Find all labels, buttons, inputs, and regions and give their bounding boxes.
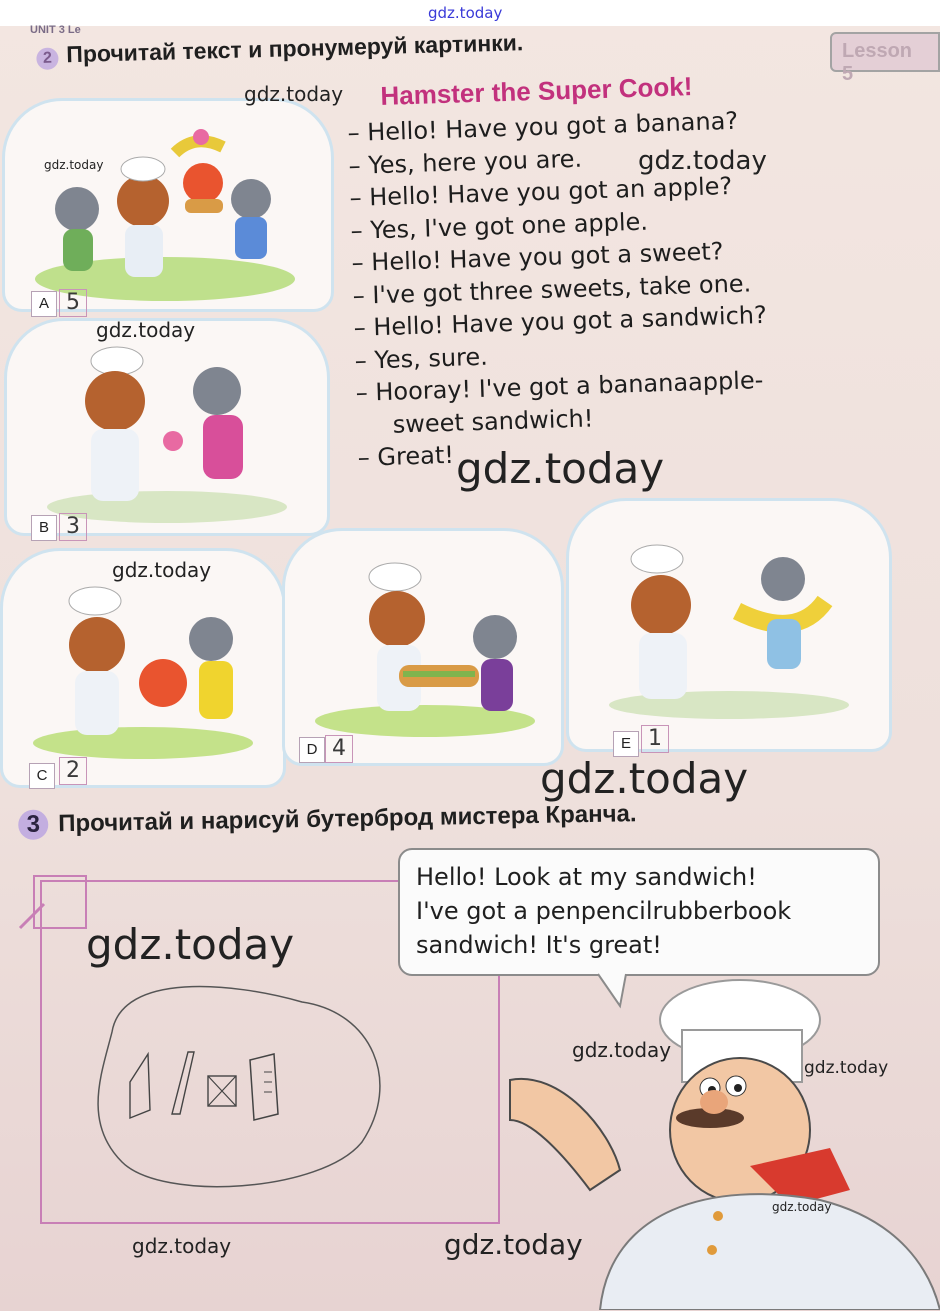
speech-line: I've got a penpencilrubberbook [416,897,792,925]
picture-card-d [282,528,564,766]
task3-number: 3 [18,809,49,840]
task3-heading [18,799,637,840]
story-line: – Great! [357,440,455,472]
watermark: gdz.today [804,1058,889,1078]
story-line: – Hooray! I've got a bananaapple- [355,366,764,407]
picture-e-answer: 1 [641,725,669,753]
watermark: gdz.today [244,82,344,106]
story-line: – Yes, sure. [354,342,489,375]
story-title: Hamster the Super Cook! [379,71,693,111]
picture-c-letter: C [29,763,55,789]
watermark: gdz.today [112,558,212,582]
speech-line: sandwich! It's great! [416,931,662,959]
picture-c-answer: 2 [59,757,87,785]
picture-c-illustration [3,551,283,785]
watermark: gdz.today [44,158,104,172]
story-line: – Hello! Have you got a sweet? [351,237,724,277]
picture-d-answer: 4 [325,735,353,763]
picture-e-letter: E [613,731,639,757]
watermark: gdz.today [638,146,767,176]
task2-instruction: Прочитай текст и пронумеруй картинки. [65,29,524,68]
picture-b-illustration [7,321,327,533]
lesson-tab: Lesson 5 [830,32,940,72]
story-line: – Yes, I've got one apple. [350,207,649,245]
story-line: – I've got three sweets, take one. [352,268,752,310]
top-strip [0,0,940,26]
picture-d-illustration [285,531,561,763]
picture-d-letter: D [299,737,325,763]
watermark: gdz.today [444,1228,583,1261]
watermark: gdz.today [132,1234,232,1258]
task3-instruction: Прочитай и нарисуй бутерброд мистера Кранча. [58,800,637,838]
watermark: gdz.today [86,920,295,969]
watermark: gdz.today [96,318,196,342]
story-line: – Yes, here you are. [348,144,583,180]
picture-a-answer: 5 [59,289,87,317]
picture-card-c [0,548,286,788]
picture-card-b [4,318,330,539]
picture-card-a [2,98,334,315]
task2-heading [36,29,524,70]
speech-bubble [398,848,880,976]
picture-a-letter: A [31,291,57,317]
picture-a-illustration [5,101,331,309]
watermark: gdz.today [540,754,749,803]
watermark: gdz.today [572,1038,672,1062]
site-watermark: gdz.today [428,4,503,22]
story-line: – Hello! Have you got an apple? [349,171,733,212]
pencil-icon [14,870,94,934]
picture-e-illustration [569,501,889,749]
watermark: gdz.today [772,1200,832,1214]
story-line: – Hello! Have you got a banana? [347,106,739,147]
picture-b-letter: B [31,515,57,541]
watermark: gdz.today [456,444,665,493]
unit-label: UNIT 3 Le [30,24,81,36]
speech-line: Hello! Look at my sandwich! [416,863,757,891]
story-line: sweet sandwich! [392,403,594,439]
picture-card-e [566,498,892,752]
picture-b-answer: 3 [59,513,87,541]
task2-number: 2 [36,47,59,70]
story-block [346,66,878,475]
story-line: – Hello! Have you got a sandwich? [353,300,768,342]
